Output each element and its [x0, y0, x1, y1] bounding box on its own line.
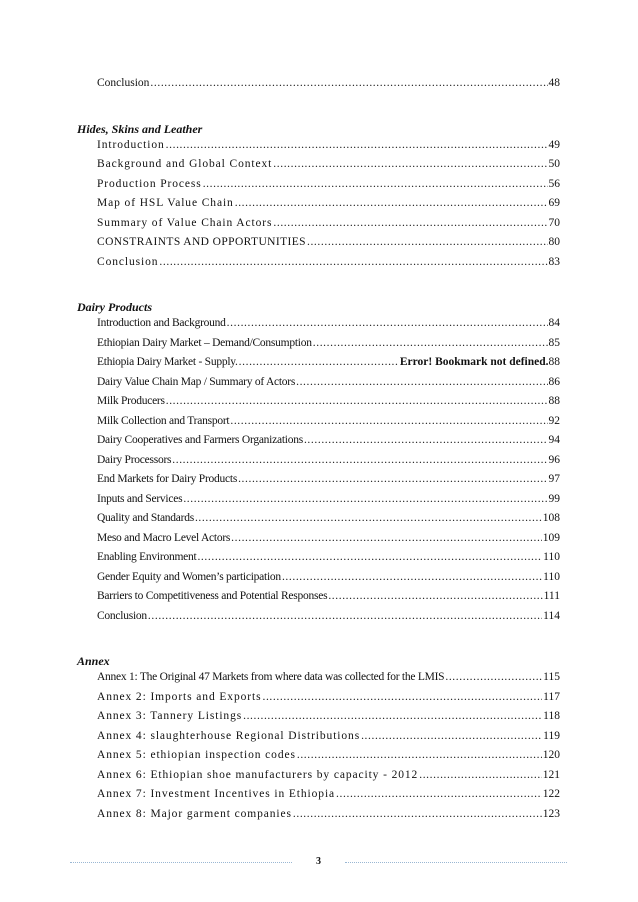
toc-entry[interactable] — [77, 607, 560, 627]
toc-entry[interactable] — [77, 727, 560, 747]
toc-dot-leader — [227, 314, 548, 334]
toc-entry-label: Annex 2: Imports and Exports — [97, 690, 262, 703]
toc-entry-label: CONSTRAINTS AND OPPORTUNITIES — [97, 236, 306, 248]
toc-dot-leader — [172, 451, 547, 471]
footer-rule-right — [345, 862, 567, 863]
toc-entry[interactable] — [77, 490, 560, 510]
toc-page-number: 56 — [548, 177, 560, 190]
toc-entry[interactable] — [77, 668, 560, 688]
toc-section-title: Dairy Products — [77, 300, 152, 314]
toc-entry[interactable] — [77, 373, 560, 393]
toc-entry-label: End Markets for Dairy Products — [97, 473, 238, 485]
toc-page-number: 120 — [542, 749, 560, 761]
toc-page-number: 99 — [548, 492, 560, 505]
toc-page-number: 109 — [542, 531, 560, 544]
toc-entry[interactable] — [77, 548, 560, 568]
toc-dot-leader — [203, 175, 548, 195]
toc-dot-leader — [195, 509, 542, 529]
toc-entry[interactable] — [77, 155, 560, 175]
toc-dot-leader — [183, 490, 547, 510]
toc-page-number: 118 — [543, 710, 560, 722]
toc-dot-leader — [238, 470, 547, 490]
toc-dot-leader — [243, 707, 542, 727]
toc-dot-leader — [296, 373, 547, 393]
toc-entry[interactable] — [77, 529, 560, 549]
toc-entry[interactable] — [77, 746, 560, 766]
toc-entry-label: Map of HSL Value Chain — [97, 197, 234, 209]
toc-entry-label: Conclusion — [97, 77, 150, 89]
toc-dot-leader — [273, 155, 547, 175]
toc-entry-label: Annex 6: Ethiopian shoe manufacturers by capacity - 2012 — [97, 768, 419, 781]
toc-page-number: 70 — [548, 216, 560, 229]
toc-page-number: 94 — [548, 434, 560, 446]
toc-entry-label: Dairy Processors — [97, 453, 172, 466]
toc-entry-label: Production Process — [97, 177, 202, 190]
toc-page-number: 88 — [548, 356, 560, 368]
toc-dot-leader — [148, 607, 542, 627]
toc-entry-label: Annex 3: Tannery Listings — [97, 710, 243, 722]
toc-page-number: 80 — [548, 236, 560, 248]
toc-entry[interactable] — [77, 431, 560, 451]
toc-entry-label: Ethiopian Dairy Market – Demand/Consumption — [97, 336, 312, 349]
toc-entry-label: Dairy Value Chain Map / Summary of Actors — [97, 375, 296, 388]
toc-entry[interactable] — [77, 74, 560, 94]
toc-entry-label: Meso and Macro Level Actors — [97, 531, 231, 544]
toc-dot-leader — [361, 727, 542, 747]
toc-entry[interactable] — [77, 253, 560, 273]
toc-page-number: 117 — [543, 690, 560, 703]
toc-dot-leader — [166, 136, 548, 156]
toc-dot-leader — [231, 529, 542, 549]
toc-entry[interactable] — [77, 587, 560, 607]
toc-dot-leader — [328, 587, 542, 607]
toc-entry[interactable] — [77, 314, 560, 334]
toc-entry-label: Milk Producers — [97, 395, 165, 407]
toc-dot-leader — [239, 353, 399, 373]
toc-entry[interactable] — [77, 805, 560, 825]
table-of-contents — [77, 74, 560, 824]
toc-page-number: 83 — [548, 255, 560, 268]
toc-entry[interactable] — [77, 233, 560, 253]
toc-dot-leader — [197, 548, 542, 568]
page-footer — [70, 856, 567, 876]
toc-entry-label: Summary of Value Chain Actors — [97, 216, 273, 229]
toc-entry[interactable] — [77, 194, 560, 214]
toc-page-number: 111 — [543, 590, 560, 602]
toc-dot-leader — [419, 766, 542, 786]
toc-entry-label: Introduction and Background — [97, 317, 226, 329]
toc-page-number: 108 — [542, 512, 560, 524]
toc-page-number: 119 — [543, 729, 560, 742]
toc-dot-leader — [235, 194, 548, 214]
toc-entry[interactable] — [77, 353, 560, 373]
toc-dot-leader — [230, 412, 547, 432]
toc-dot-leader — [273, 214, 547, 234]
toc-entry[interactable] — [77, 688, 560, 708]
toc-entry-label: Introduction — [97, 138, 165, 151]
toc-entry-label: Inputs and Services — [97, 492, 183, 505]
toc-page-number: 122 — [542, 788, 560, 800]
toc-entry[interactable] — [77, 470, 560, 490]
toc-page-number: 96 — [548, 453, 560, 466]
toc-page-number: 110 — [543, 570, 560, 583]
toc-entry[interactable] — [77, 412, 560, 432]
toc-page-number: 123 — [542, 807, 560, 820]
page-number: 3 — [316, 856, 321, 867]
toc-entry[interactable] — [77, 785, 560, 805]
toc-entry-label: Enabling Environment — [97, 551, 197, 563]
toc-entry[interactable] — [77, 451, 560, 471]
toc-page-number: 110 — [543, 551, 560, 563]
toc-entry-label: Annex 8: Major garment companies — [97, 807, 292, 820]
toc-page-number: 115 — [543, 671, 560, 683]
toc-entry-label: Barriers to Competitiveness and Potential Responses — [97, 590, 328, 602]
toc-entry-label: Annex 7: Investment Incentives in Ethiopia — [97, 788, 336, 800]
toc-entry-label: Annex 1: The Original 47 Markets from where data was collected for the LMIS — [97, 671, 445, 683]
toc-entry-label: Dairy Cooperatives and Farmers Organizations — [97, 434, 303, 446]
toc-page-number: 49 — [548, 138, 560, 151]
toc-dot-leader — [313, 334, 548, 354]
toc-entry-label: Annex 4: slaughterhouse Regional Distributions — [97, 729, 361, 742]
toc-entry-label: Ethiopia Dairy Market - Supply. — [97, 356, 238, 368]
toc-page-number: 85 — [548, 336, 560, 349]
toc-entry[interactable] — [77, 568, 560, 588]
toc-entry[interactable] — [77, 707, 560, 727]
toc-dot-leader — [166, 392, 548, 412]
toc-page-number: 50 — [548, 158, 560, 170]
toc-entry-label: Gender Equity and Women’s participation — [97, 570, 281, 583]
toc-dot-leader — [293, 805, 542, 825]
toc-entry[interactable] — [77, 136, 560, 156]
toc-entry[interactable] — [77, 766, 560, 786]
toc-dot-leader — [336, 785, 542, 805]
toc-entry-label: Milk Collection and Transport — [97, 414, 230, 427]
toc-entry[interactable] — [77, 392, 560, 412]
toc-entry[interactable] — [77, 214, 560, 234]
toc-entry-label: Background and Global Context — [97, 158, 273, 170]
toc-dot-leader — [282, 568, 542, 588]
toc-entry[interactable] — [77, 334, 560, 354]
toc-section-title: Hides, Skins and Leather — [77, 121, 203, 136]
toc-entry-label: Conclusion — [97, 609, 147, 622]
toc-page-number: 97 — [548, 473, 560, 485]
toc-page-number: 69 — [548, 197, 560, 209]
toc-dot-leader — [159, 253, 547, 273]
toc-page-number: 92 — [548, 414, 560, 427]
toc-page-number: 86 — [548, 375, 560, 388]
toc-bookmark-error: Error! Bookmark not defined. — [399, 356, 549, 368]
toc-page-number: 48 — [548, 77, 560, 89]
toc-page-number: 114 — [543, 609, 560, 622]
toc-dot-leader — [297, 746, 542, 766]
toc-entry-label: Quality and Standards — [97, 512, 194, 524]
toc-dot-leader — [445, 668, 542, 688]
toc-page-number: 84 — [548, 317, 560, 329]
toc-entry[interactable] — [77, 175, 560, 195]
toc-section-title: Annex — [77, 654, 110, 668]
toc-dot-leader — [304, 431, 548, 451]
toc-entry-label: Annex 5: ethiopian inspection codes — [97, 749, 296, 761]
toc-entry[interactable] — [77, 509, 560, 529]
toc-dot-leader — [150, 74, 547, 94]
toc-dot-leader — [262, 688, 542, 708]
toc-dot-leader — [307, 233, 548, 253]
toc-page-number: 121 — [542, 768, 560, 781]
toc-entry-label: Conclusion — [97, 255, 159, 268]
toc-page-number: 88 — [548, 395, 560, 407]
